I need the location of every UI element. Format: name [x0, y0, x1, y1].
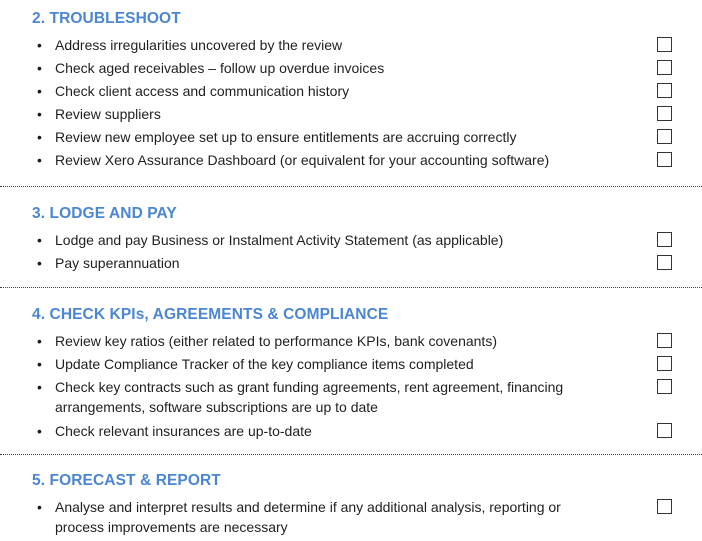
item-text: Check aged receivables – follow up overdue invoices [55, 60, 385, 76]
bullet-icon: • [37, 356, 42, 372]
list-item [32, 81, 672, 104]
item-checkbox[interactable] [657, 423, 672, 438]
item-text: Review suppliers [55, 106, 161, 122]
item-checkbox[interactable] [657, 255, 672, 270]
list-item [32, 127, 672, 150]
list-item [32, 150, 672, 173]
list-item [32, 354, 672, 377]
item-checkbox[interactable] [657, 379, 672, 394]
bullet-icon: • [37, 106, 42, 122]
bullet-icon: • [37, 152, 42, 168]
item-checkbox[interactable] [657, 499, 672, 514]
list-item [32, 421, 672, 444]
section-title: 3. LODGE AND PAY [32, 205, 177, 222]
bullet-icon: • [37, 83, 42, 99]
checklist [32, 331, 672, 444]
bullet-icon: • [37, 60, 42, 76]
bullet-icon: • [37, 255, 42, 271]
item-text: Check key contracts such as grant funding agreements, rent agreement, financing arrangements, software subscriptions are up to date [55, 379, 564, 415]
item-text: Lodge and pay Business or Instalment Activity Statement (as applicable) [55, 232, 504, 248]
section-title: 4. CHECK KPIs, AGREEMENTS & COMPLIANCE [32, 306, 389, 323]
list-item [32, 230, 672, 253]
item-text: Check relevant insurances are up-to-date [55, 423, 312, 439]
item-text: Review new employee set up to ensure entitlements are accruing correctly [55, 129, 517, 145]
bullet-icon: • [37, 232, 42, 248]
item-checkbox[interactable] [657, 356, 672, 371]
item-checkbox[interactable] [657, 83, 672, 98]
bullet-icon: • [37, 379, 42, 395]
item-text: Review Xero Assurance Dashboard (or equivalent for your accounting software) [55, 152, 550, 168]
list-item [32, 104, 672, 127]
section-divider [0, 287, 702, 288]
section-divider [0, 454, 702, 455]
list-item [32, 331, 672, 354]
item-checkbox[interactable] [657, 129, 672, 144]
item-text: Review key ratios (either related to performance KPIs, bank covenants) [55, 333, 497, 349]
list-item [32, 35, 672, 58]
item-text: Analyse and interpret results and determine if any additional analysis, reporting or process improvements are necessary [55, 499, 561, 535]
item-checkbox[interactable] [657, 60, 672, 75]
section-title: 5. FORECAST & REPORT [32, 472, 221, 489]
item-checkbox[interactable] [657, 333, 672, 348]
section-check-kpis [0, 305, 702, 444]
bullet-icon: • [37, 129, 42, 145]
item-checkbox[interactable] [657, 232, 672, 247]
bullet-icon: • [37, 423, 42, 439]
list-item [32, 497, 672, 541]
section-title: 2. TROUBLESHOOT [32, 10, 181, 27]
section-forecast-and-report [0, 471, 702, 541]
item-checkbox[interactable] [657, 37, 672, 52]
item-text: Pay superannuation [55, 255, 180, 271]
checklist [32, 497, 672, 541]
item-checkbox[interactable] [657, 106, 672, 121]
bullet-icon: • [37, 333, 42, 349]
bullet-icon: • [37, 37, 42, 53]
list-item [32, 377, 672, 421]
item-text: Check client access and communication history [55, 83, 350, 99]
bullet-icon: • [37, 499, 42, 515]
item-checkbox[interactable] [657, 152, 672, 167]
section-troubleshoot [0, 9, 702, 173]
list-item [32, 253, 672, 276]
list-item [32, 58, 672, 81]
checklist [32, 230, 672, 276]
item-text: Update Compliance Tracker of the key compliance items completed [55, 356, 474, 372]
section-lodge-and-pay [0, 204, 702, 276]
checklist [32, 35, 672, 173]
section-divider [0, 186, 702, 187]
item-text: Address irregularities uncovered by the review [55, 37, 343, 53]
